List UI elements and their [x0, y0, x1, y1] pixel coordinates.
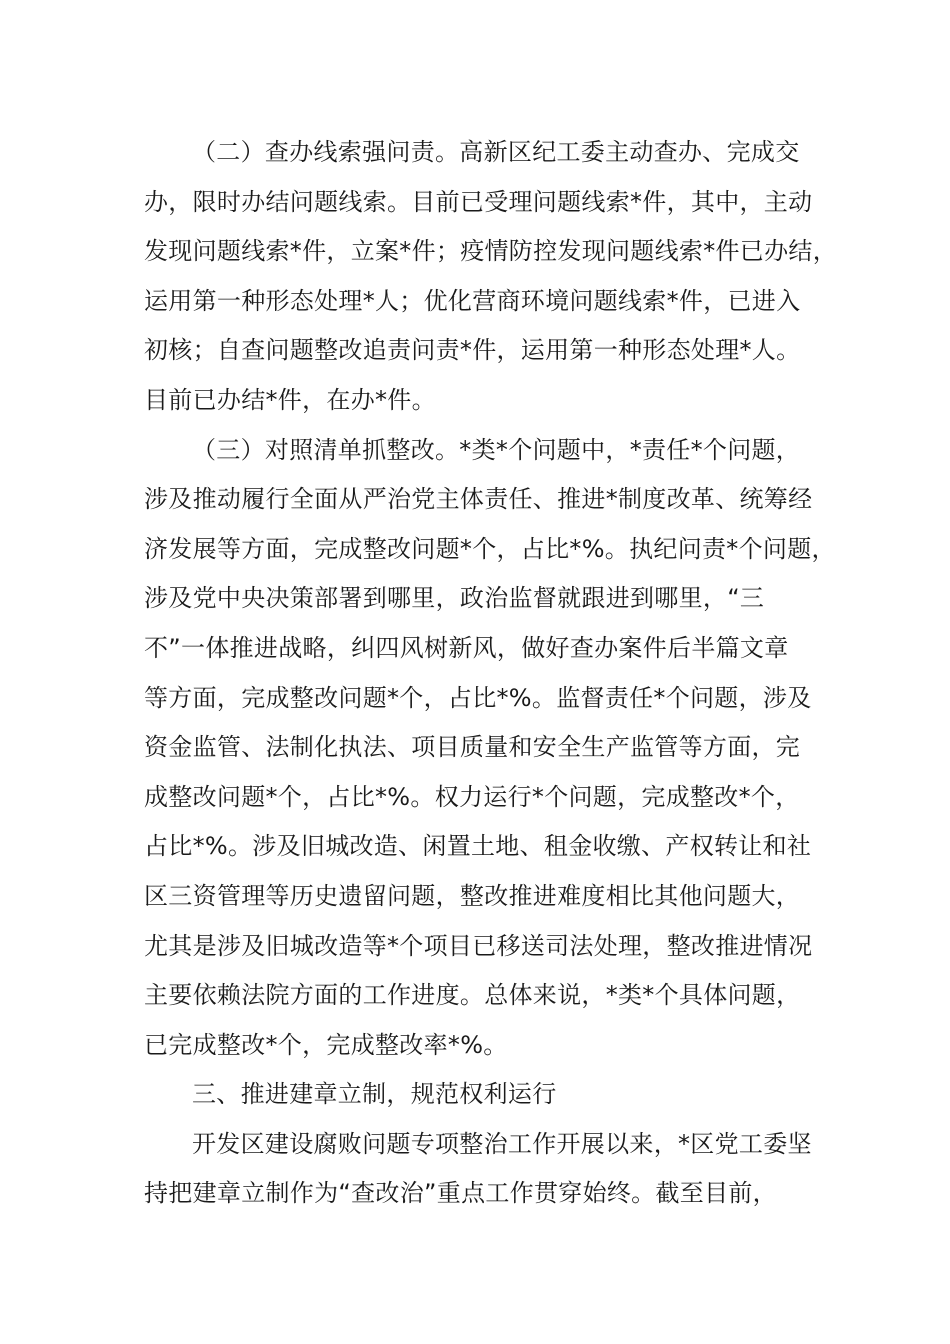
text-line: 办，限时办结问题线索。目前已受理问题线索*件，其中，主动	[144, 187, 813, 216]
text-line: 成整改问题*个，占比*%。权力运行*个问题，完成整改*个，	[144, 782, 800, 811]
text-line: 涉及党中央决策部署到哪里，政治监督就跟进到哪里，“三	[144, 584, 765, 613]
text-line: 等方面，完成整改问题*个，占比*%。监督责任*个问题，涉及	[144, 683, 812, 712]
text-line: 开发区建设腐败问题专项整治工作开展以来，*区党工委坚	[192, 1129, 812, 1158]
text-line: 运用第一种形态处理*人；优化营商环境问题线索*件，已进入	[144, 286, 801, 315]
text-line: 涉及推动履行全面从严治党主体责任、推进*制度改革、统筹经	[144, 485, 813, 514]
text-line: 持把建章立制作为“查改治”重点工作贯穿始终。截至目前，	[144, 1179, 777, 1208]
text-line: 尤其是涉及旧城改造等*个项目已移送司法处理，整改推进情况	[144, 931, 813, 960]
document-body	[144, 128, 837, 1219]
text-line: 占比*%。涉及旧城改造、闲置土地、租金收缴、产权转让和社	[144, 832, 812, 861]
text-line: 济发展等方面，完成整改问题*个，占比*%。执纪问责*个问题，	[144, 534, 836, 563]
text-line: （三）对照清单抓整改。*类*个问题中，*责任*个问题，	[192, 435, 801, 464]
text-line: 主要依赖法院方面的工作进度。总体来说，*类*个具体问题，	[144, 981, 801, 1010]
text-line: 不”一体推进战略，纠四风树新风，做好查办案件后半篇文章	[144, 633, 789, 662]
text-line: （二）查办线索强问责。高新区纪工委主动查办、完成交	[192, 138, 800, 166]
text-line: 发现问题线索*件，立案*件；疫情防控发现问题线索*件已办结，	[144, 237, 837, 266]
text-line: 初核；自查问题整改追责问责*件，运用第一种形态处理*人。	[144, 336, 801, 365]
section-heading: 三、推进建章立制，规范权利运行	[192, 1080, 557, 1109]
text-line: 已完成整改*个，完成整改率*%。	[144, 1030, 508, 1059]
text-line: 资金监管、法制化执法、项目质量和安全生产监管等方面，完	[144, 733, 801, 762]
text-line: 区三资管理等历史遗留问题，整改推进难度相比其他问题大，	[144, 881, 801, 910]
text-line: 目前已办结*件，在办*件。	[144, 385, 436, 414]
